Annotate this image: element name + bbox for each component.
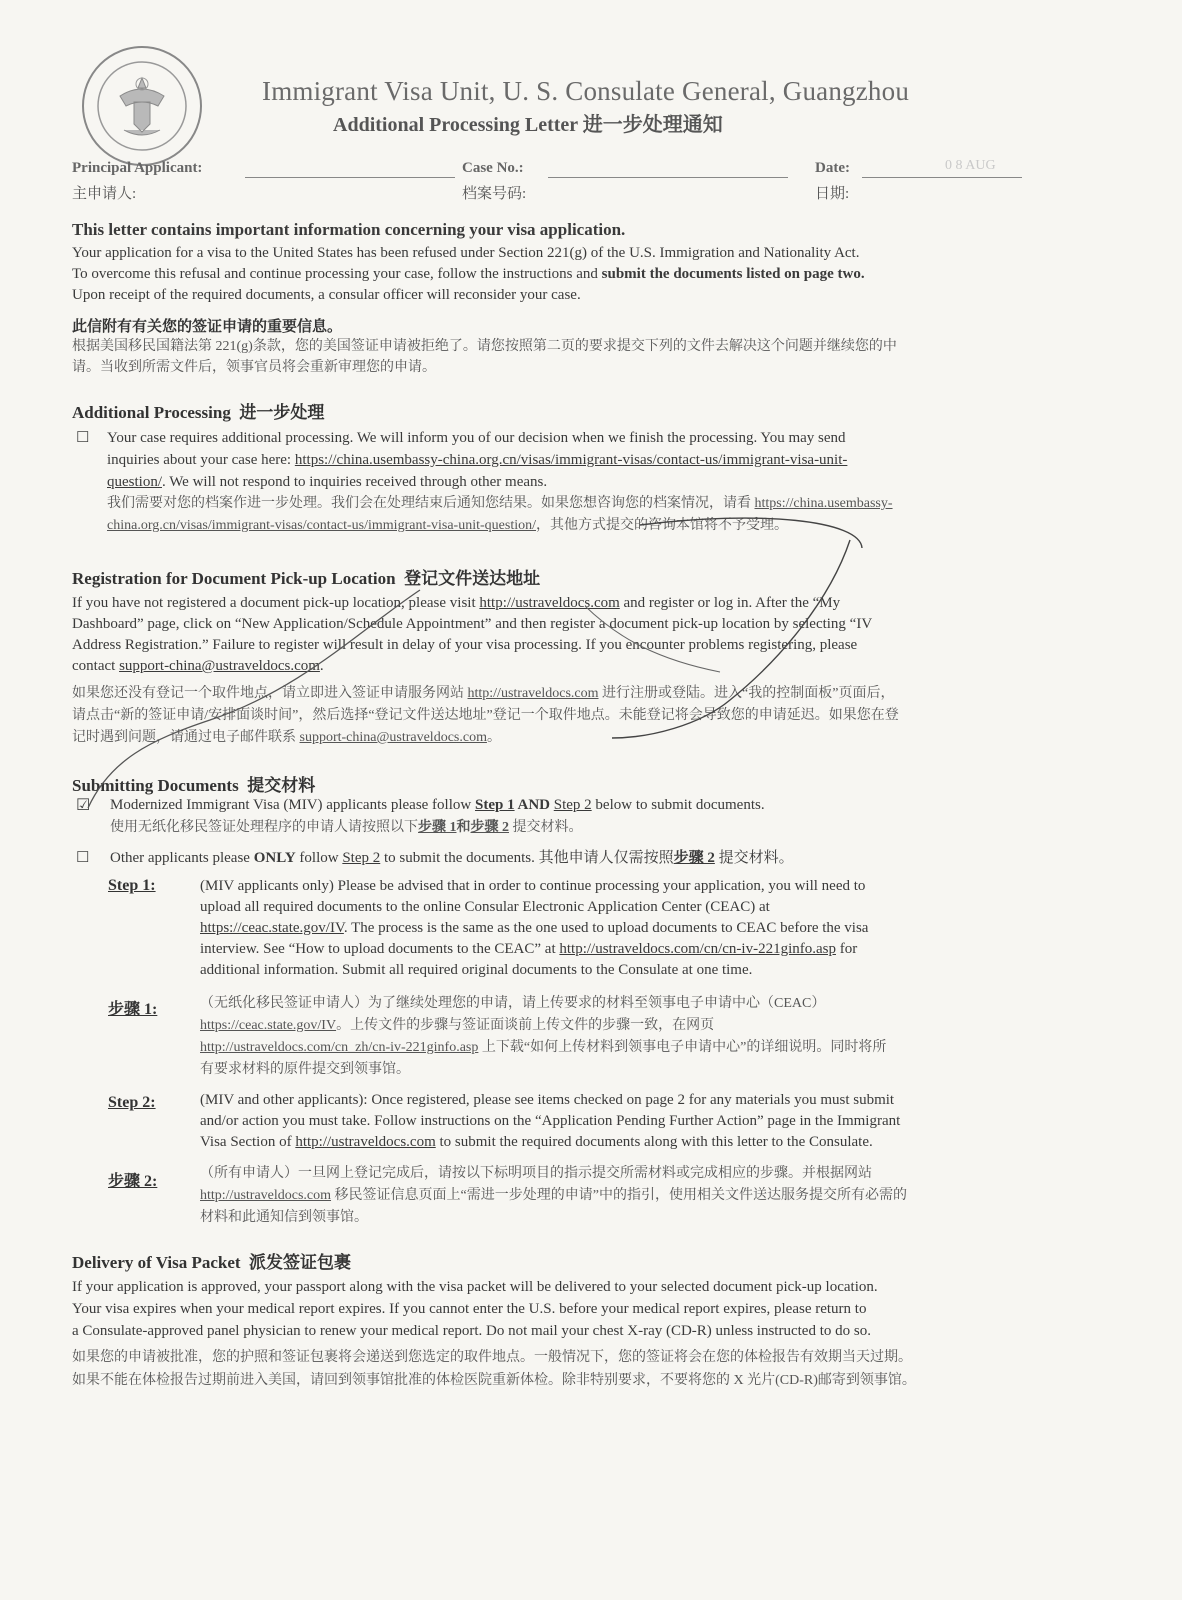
intro-line-2: To overcome this refusal and continue processing your case, follow the instructions and submit the documents listed on page two. bbox=[72, 266, 865, 282]
ustraveldocs-link-step2[interactable]: http://ustraveldocs.com bbox=[295, 1134, 436, 1150]
intro-heading: This letter contains important information concerning your visa application. bbox=[72, 220, 626, 239]
additional-zh-line-1: 我们需要对您的档案作进一步处理。我们会在处理结束后通知您结果。如果您想咨询您的档案情况，请看 https://china.usembassy- bbox=[107, 496, 893, 511]
intro-zh-line-2: 请。当收到所需文件后，领事官员将会重新审理您的申请。 bbox=[72, 360, 436, 375]
step-1-zh-line-4: 有要求材料的原件提交到领事馆。 bbox=[200, 1062, 410, 1077]
additional-processing-heading: Additional Processing 进一步处理 bbox=[72, 403, 325, 422]
step-1-line-5: additional information. Submit all required original documents to the Consulate at one time. bbox=[200, 962, 753, 978]
delivery-zh-line-1: 如果您的申请被批准，您的护照和签证包裹将会递送到您选定的取件地点。一般情况下，您的签证将会在您的体检报告有效期当天过期。 bbox=[72, 1350, 912, 1365]
date-stamp-value: 0 8 AUG bbox=[945, 158, 996, 173]
ceac-howto-link[interactable]: http://ustraveldocs.com/cn/cn-iv-221ginfo.asp bbox=[559, 941, 836, 957]
case-number-label: Case No.: bbox=[462, 160, 524, 176]
delivery-line-3: a Consulate-approved panel physician to renew your medical report. Do not mail your chest X-ray (CD-R) unless instructed to do so. bbox=[72, 1323, 871, 1339]
registration-heading: Registration for Document Pick-up Location 登记文件送达地址 bbox=[72, 569, 541, 588]
ustraveldocs-link-zh[interactable]: http://ustraveldocs.com bbox=[467, 686, 599, 701]
miv-option-text: Modernized Immigrant Visa (MIV) applicants please follow Step 1 AND Step 2 below to submit documents. bbox=[110, 797, 765, 813]
intro-zh-line-1: 根据美国移民国籍法第 221(g)条款，您的美国签证申请被拒绝了。请您按照第二页的要求提交下列的文件去解决这个问题并继续您的中 bbox=[72, 339, 897, 354]
step-1-zh-line-3: http://ustraveldocs.com/cn_zh/cn-iv-221ginfo.asp 上下载“如何上传材料到领事电子申请中心”的详细说明。同时将所 bbox=[200, 1040, 887, 1055]
registration-zh-line-1: 如果您还没有登记一个取件地点，请立即进入签证申请服务网站 http://ustraveldocs.com 进行注册或登陆。进入“我的控制面板”页面后， bbox=[72, 686, 895, 701]
other-applicants-checkbox[interactable]: ☐ bbox=[76, 850, 90, 866]
other-applicants-text: Other applicants please ONLY follow Step 2 to submit the documents. 其他申请人仅需按照步骤 2 提交材料。 bbox=[110, 850, 794, 866]
step-1-zh-line-2: https://ceac.state.gov/IV。上传文件的步骤与签证面谈前上传文件的步骤一致，在网页 bbox=[200, 1018, 715, 1033]
intro-heading-zh: 此信附有有关您的签证申请的重要信息。 bbox=[72, 319, 343, 335]
registration-line-4: contact support-china@ustraveldocs.com. bbox=[72, 658, 324, 674]
step-2-line-3: Visa Section of http://ustraveldocs.com to submit the required documents along with this letter to the Consulate. bbox=[200, 1134, 873, 1150]
inquiry-link-zh-cont[interactable]: china.org.cn/visas/immigrant-visas/contact-us/immigrant-visa-unit-question/ bbox=[107, 518, 536, 533]
support-email-link-zh[interactable]: support-china@ustraveldocs.com bbox=[299, 730, 487, 745]
step-1-label: Step 1: bbox=[108, 877, 156, 894]
step-2-zh-line-1: （所有申请人）一旦网上登记完成后，请按以下标明项目的指示提交所需材料或完成相应的步骤。并根据网站 bbox=[200, 1166, 872, 1181]
step-1-zh-line-1: （无纸化移民签证申请人）为了继续处理您的申请，请上传要求的材料至领事电子申请中心（CEAC） bbox=[200, 996, 826, 1011]
step-1-line-1: (MIV applicants only) Please be advised that in order to continue processing your application, you will need to bbox=[200, 878, 866, 894]
delivery-heading: Delivery of Visa Packet 派发签证包裹 bbox=[72, 1253, 352, 1272]
date-label: Date: bbox=[815, 160, 850, 176]
step-2-zh-line-3: 材料和此通知信到领事馆。 bbox=[200, 1210, 368, 1225]
principal-applicant-label: Principal Applicant: bbox=[72, 160, 203, 176]
ustraveldocs-link-step2-zh[interactable]: http://ustraveldocs.com bbox=[200, 1188, 332, 1203]
additional-line-3: question/. We will not respond to inquiries received through other means. bbox=[107, 474, 548, 490]
date-label-zh: 日期: bbox=[815, 186, 850, 202]
registration-zh-line-3: 记时遇到问题，请通过电子邮件联系 support-china@ustraveldocs.com。 bbox=[72, 730, 501, 745]
registration-zh-line-2: 请点击“新的签证申请/安排面谈时间”，然后选择“登记文件送达地址”登记一个取件地点。未能登记将会导致您的申请延迟。如果您在登 bbox=[72, 708, 899, 723]
ustraveldocs-link[interactable]: http://ustraveldocs.com bbox=[479, 595, 620, 611]
step-2-zh-label: 步骤 2: bbox=[108, 1173, 158, 1190]
inquiry-link[interactable]: https://china.usembassy-china.org.cn/visas/immigrant-visas/contact-us/immigrant-visa-unit- bbox=[294, 452, 848, 468]
inquiry-link-cont[interactable]: question/ bbox=[107, 474, 162, 490]
miv-option-text-zh: 使用无纸化移民签证处理程序的申请人请按照以下步骤 1和步骤 2 提交材料。 bbox=[110, 820, 583, 835]
additional-zh-line-2: china.org.cn/visas/immigrant-visas/contact-us/immigrant-visa-unit-question/，其他方式提交的咨询本馆将不予受理。 bbox=[107, 518, 788, 533]
registration-line-1: If you have not registered a document pick-up location, please visit http://ustraveldocs.com and register or log in. After the “My bbox=[72, 595, 841, 611]
ceac-link[interactable]: https://ceac.state.gov/IV bbox=[200, 920, 344, 936]
step-2-label: Step 2: bbox=[108, 1094, 156, 1111]
intro-line-1: Your application for a visa to the United States has been refused under Section 221(g) of the U.S. Immigration and Nationality Act. bbox=[72, 245, 860, 261]
step-1-line-4: interview. See “How to upload documents to the CEAC” at http://ustraveldocs.com/cn/cn-iv-221ginfo.asp for bbox=[200, 941, 858, 957]
ceac-howto-link-zh[interactable]: http://ustraveldocs.com/cn_zh/cn-iv-221ginfo.asp bbox=[200, 1040, 479, 1055]
ceac-link-zh[interactable]: https://ceac.state.gov/IV bbox=[200, 1018, 337, 1033]
delivery-zh-line-2: 如果不能在体检报告过期前进入美国，请回到领事馆批准的体检医院重新体检。除非特别要求，不要将您的 X 光片(CD-R)邮寄到领事馆。 bbox=[72, 1373, 916, 1388]
step-1-line-3: https://ceac.state.gov/IV. The process is the same as the one used to upload documents to CEAC before the visa bbox=[200, 920, 869, 936]
letter-title: Immigrant Visa Unit, U. S. Consulate General, Guangzhou bbox=[262, 76, 910, 106]
intro-line-3: Upon receipt of the required documents, a consular officer will reconsider your case. bbox=[72, 287, 581, 303]
registration-line-3: Address Registration.” Failure to register will result in delay of your visa processing. If you encounter problems registering, please bbox=[72, 637, 858, 653]
delivery-line-1: If your application is approved, your passport along with the visa packet will be delivered to your selected document pick-up location. bbox=[72, 1279, 878, 1295]
case-number-label-zh: 档案号码: bbox=[462, 186, 527, 202]
step-2-line-1: (MIV and other applicants): Once registered, please see items checked on page 2 for any materials you must submit bbox=[200, 1092, 895, 1108]
submitting-heading: Submitting Documents 提交材料 bbox=[72, 776, 316, 795]
step-1-line-2: upload all required documents to the online Consular Electronic Application Center (CEAC) at bbox=[200, 899, 770, 915]
miv-checkbox-checked[interactable]: ☑ bbox=[76, 797, 91, 814]
step-1-zh-label: 步骤 1: bbox=[108, 1001, 158, 1018]
letter-subtitle: Additional Processing Letter 进一步处理通知 bbox=[333, 114, 723, 136]
registration-line-2: Dashboard” page, click on “New Application/Schedule Appointment” and then register a document pick-up location by selecting “IV bbox=[72, 616, 873, 632]
step-2-zh-line-2: http://ustraveldocs.com 移民签证信息页面上“需进一步处理的申请”中的指引，使用相关文件送达服务提交所有必需的 bbox=[200, 1188, 907, 1203]
additional-processing-checkbox[interactable]: ☐ bbox=[76, 430, 90, 446]
delivery-line-2: Your visa expires when your medical report expires. If you cannot enter the U.S. before your medical report expires, please return to bbox=[72, 1301, 867, 1317]
additional-line-1: Your case requires additional processing. We will inform you of our decision when we finish the processing. You may send bbox=[107, 430, 846, 446]
inquiry-link-zh[interactable]: https://china.usembassy- bbox=[754, 496, 893, 511]
support-email-link[interactable]: support-china@ustraveldocs.com bbox=[119, 658, 320, 674]
additional-line-2: inquiries about your case here: https://china.usembassy-china.org.cn/visas/immigrant-visas/contact-us/immigrant-visa-unit- bbox=[107, 452, 848, 468]
step-2-line-2: and/or action you must take. Follow instructions on the “Application Pending Further Action” page in the Immigrant bbox=[200, 1113, 901, 1129]
principal-applicant-label-zh: 主申请人: bbox=[72, 186, 137, 202]
